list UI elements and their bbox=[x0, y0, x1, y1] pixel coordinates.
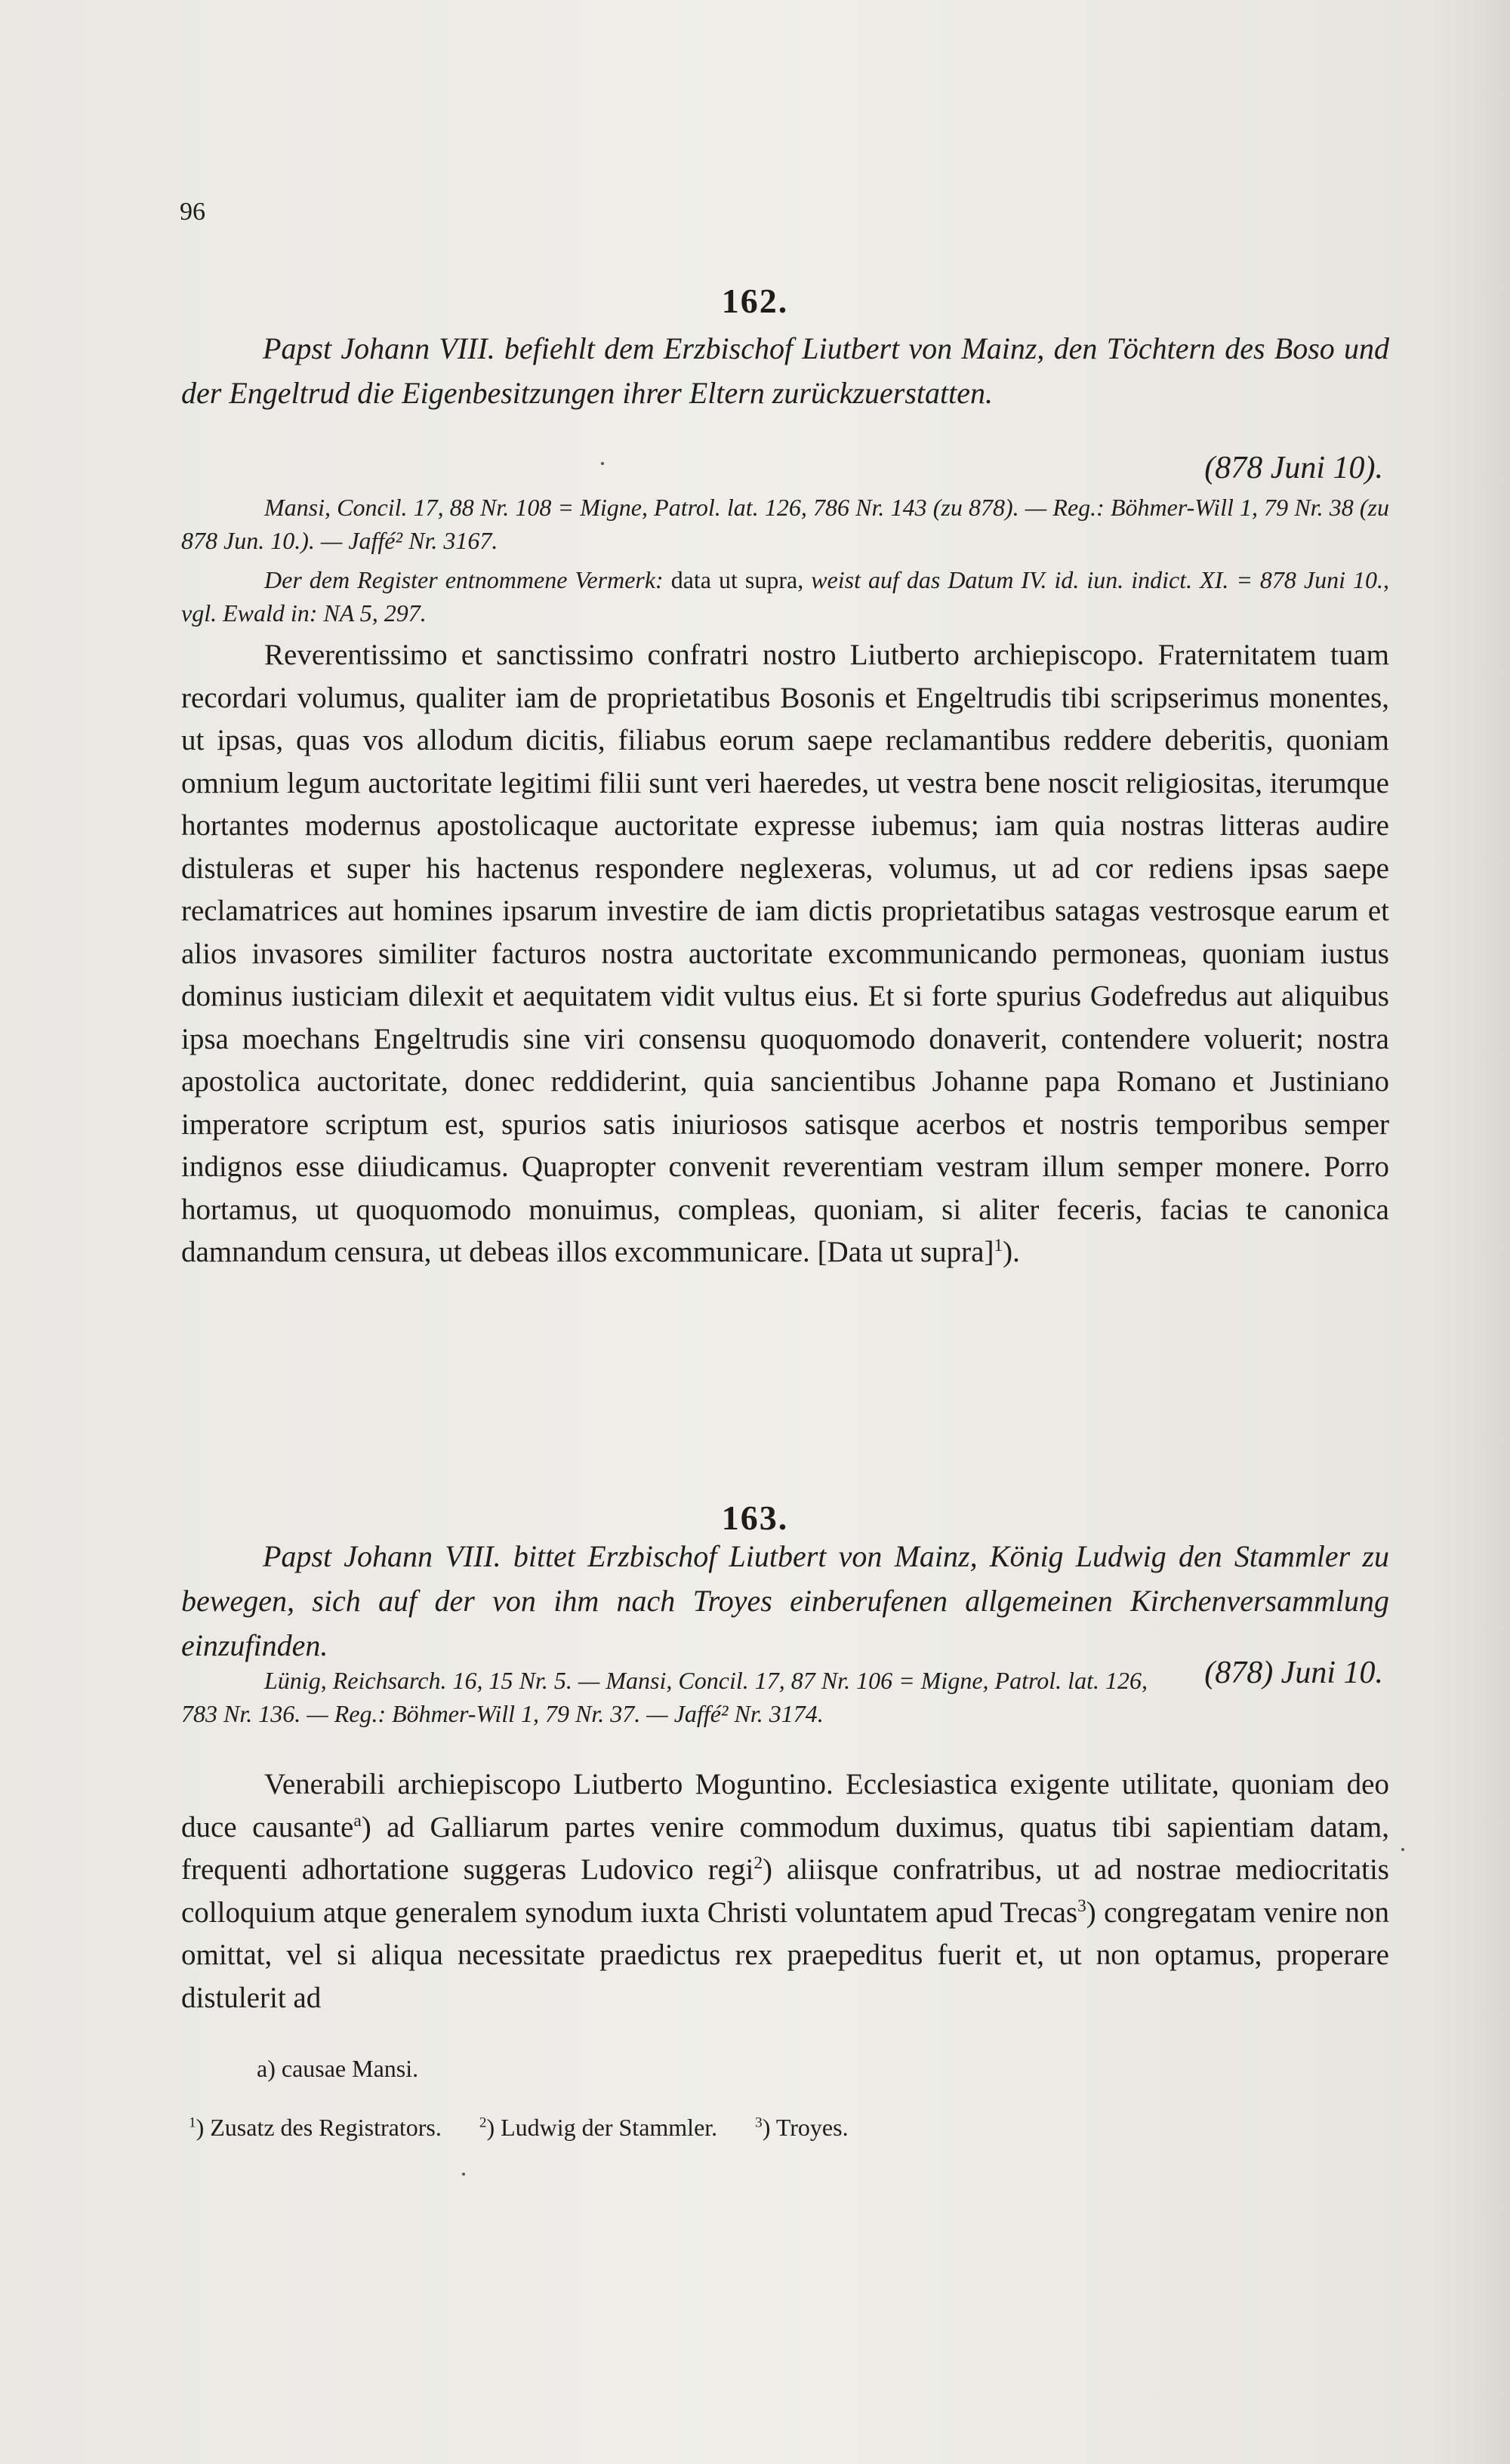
document-163-text bbox=[181, 1763, 1389, 2019]
footnote-2 bbox=[479, 2114, 717, 2142]
print-speck bbox=[1401, 1848, 1404, 1851]
page-number: 96 bbox=[180, 198, 205, 226]
document-163-summary: Papst Johann VIII. bittet Erzbischof Liutbert von Mainz, König Ludwig den Stammler zu bewegen, sich auf der von ihm nach Troyes einberufenen allgemeinen Kirchenversammlung einzufinden. bbox=[181, 1539, 1389, 1662]
footnote-3 bbox=[755, 2114, 848, 2142]
footnote-1-mark: 1 bbox=[189, 2114, 196, 2131]
footnote-3-text: ) Troyes. bbox=[762, 2114, 849, 2141]
footnote-1 bbox=[189, 2114, 442, 2142]
document-162-date: (878 Juni 10). bbox=[1204, 451, 1383, 485]
footnote-3-mark: 3 bbox=[755, 2114, 763, 2131]
print-speck bbox=[462, 2173, 465, 2176]
document-163-text-part-2: ) ad Galliarum partes venire commodum duximus, quatus tibi sapientiam datam, frequenti adhortatione suggeras Ludovico regi bbox=[181, 1810, 1390, 1886]
footnote-mark-2: 2 bbox=[753, 1853, 763, 1873]
register-note-quote: data ut supra, bbox=[670, 566, 804, 593]
footnote-2-mark: 2 bbox=[479, 2114, 487, 2131]
register-note-rest: weist auf das Datum IV. id. iun. indict. XI. = 878 Juni 10., vgl. Ewald in: NA 5, 297. bbox=[181, 566, 1390, 627]
document-162-text bbox=[181, 634, 1389, 1274]
document-163-text-part-3: ) aliisque confratribus, ut ad nostrae mediocritatis colloquium atque generalem synodum iuxta Christi voluntatem apud Trecas bbox=[181, 1853, 1389, 1929]
variant-note-a: a) causae Mansi. bbox=[257, 2055, 419, 2082]
document-163-date: (878) Juni 10. bbox=[1204, 1656, 1383, 1690]
footnote-mark-1: 1 bbox=[994, 1236, 1003, 1255]
document-162-summary: Papst Johann VIII. befiehlt dem Erzbischof Liutbert von Mainz, den Töchtern des Boso und der Engeltrud die Eigenbesitzungen ihrer Eltern zurückzuerstatten. bbox=[181, 331, 1389, 410]
footnote-2-text: ) Ludwig der Stammler. bbox=[486, 2114, 718, 2141]
footnote-mark-3: 3 bbox=[1077, 1896, 1086, 1916]
document-162-references: Mansi, Concil. 17, 88 Nr. 108 = Migne, Patrol. lat. 126, 786 Nr. 143 (zu 878). — Reg.: Böhmer-Will 1, 79 Nr. 38 (zu 878 Jun. 10.). — Jaffé² Nr. 3167. bbox=[181, 494, 1389, 554]
footnote-1-text: ) Zusatz des Registrators. bbox=[196, 2114, 442, 2141]
document-162-main-text: Reverentissimo et sanctissimo confratri nostro Liutberto archiepiscopo. Fraternitatem tuam recordari volumus, qualiter iam de proprietatibus Bosonis et Engeltrudis tibi scripserimus monentes, ut ipsas, quas vos allodum dicitis, filiabus eorum saepe reclamantibus reddere deberitis, quoniam omnium legum auctoritate legitimi filii sunt veri haeredes, ut vestra bene noscit religiositas, iterumque hortantes modernus apostolicaque auctoritate expresse iubemus; iam quia nostras litteras audire distuleras et super his hactenus respondere neglexeras, volumus, ut ad cor rediens ipsas saepe reclamatrices aut homines ipsarum investire de iam dictis proprietatibus satagas vestrosque earum et alios invasores similiter facturos nostra auctoritate excommunicando permoneas, quoniam iustus dominus iusticiam dilexit et aequitatem vidit vultus eius. Et si forte spurius Godefredus aut aliquibus ipsa moechans Engeltrudis sine viri consensu quoquomodo donaverit, contendere voluerit; nostra apostolica auctoritate, donec reddiderint, quia sancientibus Johanne papa Romano et Justiniano imperatore scriptum est, spurios satis iniuriosos satisque acerbos et nostris temporibus semper indignos esse diiudicamus. Quapropter convenit reverentiam vestram illum semper monere. Porro hortamus, ut quoquomodo monuimus, compleas, quoniam, si aliter feceris, facias te canonica damnandum censura, ut debeas illos excommunicare. bbox=[181, 639, 1389, 1268]
footnote-mark-a: a bbox=[353, 1810, 362, 1831]
document-163-number: 163. bbox=[721, 1498, 789, 1537]
footnotes bbox=[189, 2114, 1367, 2142]
document-163-references: Lünig, Reichsarch. 16, 15 Nr. 5. — Mansi, Concil. 17, 87 Nr. 106 = Migne, Patrol. lat. 126, 783 Nr. 136. — Reg.: Böhmer-Will 1, 79 Nr. 37. — Jaffé² Nr. 3174. bbox=[181, 1667, 1148, 1727]
print-speck bbox=[601, 462, 604, 465]
document-163-text-part-1: Venerabili archiepiscopo Liutberto Moguntino. Ecclesiastica exigente utilitate, quoniam deo duce causante bbox=[181, 1768, 1389, 1843]
data-ut-supra-close: ). bbox=[1003, 1236, 1020, 1268]
document-163-text-part-4: ) congregatam venire non omittat, vel si aliqua necessitate praedictus rex praepeditus fuerit et, ut non optamus, properare distulerit ad bbox=[181, 1896, 1389, 2014]
document-162-register-note bbox=[181, 563, 1389, 630]
register-note-intro: Der dem Register entnommene Vermerk: bbox=[264, 566, 664, 593]
document-162-number: 162. bbox=[721, 282, 789, 320]
data-ut-supra: [Data ut supra] bbox=[817, 1236, 994, 1268]
